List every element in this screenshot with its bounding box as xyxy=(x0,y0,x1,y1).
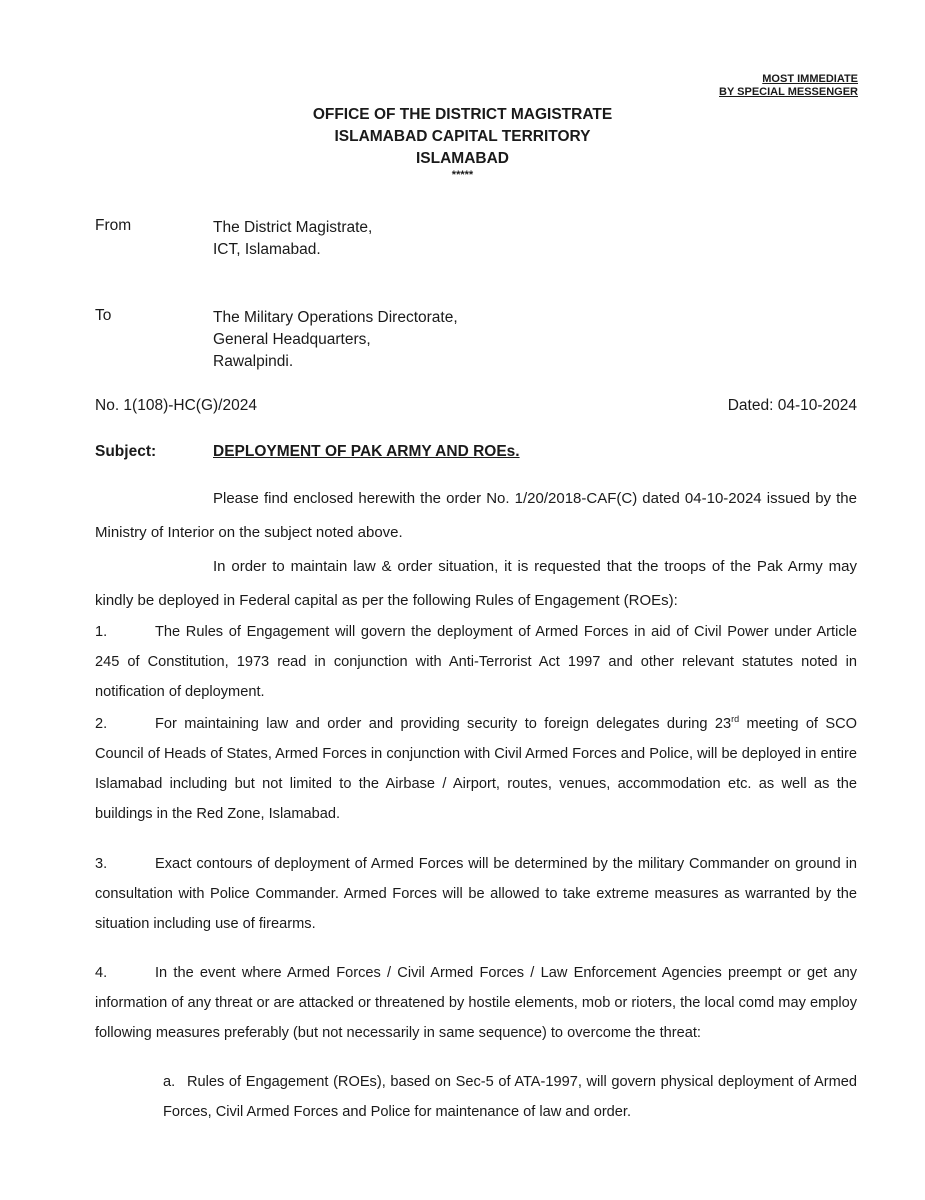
priority-marking xyxy=(719,73,858,99)
item-number: 1. xyxy=(95,624,108,640)
header-stars: ***** xyxy=(451,169,474,181)
item-text: In the event where Armed Forces / Civil Armed Forces / Law Enforcement Agencies preempt or get any information of any threat or are attacked or threatened by hostile elements, mob or rioters, the local comd may employ following measures preferably (but not necessarily in same sequence) to overcome the threat: xyxy=(95,965,857,1041)
item-number: 3. xyxy=(95,856,108,872)
header-line-3: ISLAMABAD xyxy=(416,150,509,167)
priority-line-1: MOST IMMEDIATE xyxy=(762,73,858,85)
from-address xyxy=(213,217,372,261)
list-item xyxy=(95,849,857,939)
header-line-2: ISLAMABAD CAPITAL TERRITORY xyxy=(334,128,591,145)
sub-item-label: a. xyxy=(163,1074,176,1090)
intro-paragraph-2-text: In order to maintain law & order situation, it is requested that the troops of the Pak Army may kindly be deployed in Federal capital as per the following Rules of Engagement (ROEs): xyxy=(95,558,857,609)
item-number: 4. xyxy=(95,965,108,981)
priority-line-2: BY SPECIAL MESSENGER xyxy=(719,86,858,98)
item-text: Exact contours of deployment of Armed Forces will be determined by the military Commander on ground in consultation with Police Commander. Armed Forces will be allowed to take extreme measures as warranted by the situation including use of firearms. xyxy=(95,856,857,932)
list-item xyxy=(95,709,857,829)
item-text-before: For maintaining law and order and providing security to foreign delegates during 23 xyxy=(155,716,732,732)
from-line-1: The District Magistrate, xyxy=(213,219,373,236)
item-number: 2. xyxy=(95,716,108,732)
item-superscript: rd xyxy=(731,714,740,725)
from-line-2: ICT, Islamabad. xyxy=(213,241,321,258)
to-line-1: The Military Operations Directorate, xyxy=(213,309,458,326)
to-address xyxy=(213,307,458,373)
to-line-2: General Headquarters, xyxy=(213,331,371,348)
from-label: From xyxy=(95,217,132,234)
sub-item-text: Rules of Engagement (ROEs), based on Sec-5 of ATA-1997, will govern physical deployment of Armed Forces, Civil Armed Forces and Police for maintenance of law and order. xyxy=(163,1074,857,1120)
list-item xyxy=(95,617,857,707)
list-item xyxy=(95,958,857,1048)
item-text-after: meeting of SCO Council of Heads of States, Armed Forces in conjunction with Civil Armed Forces and Police, will be deployed in entire Islamabad including but not limited to the Airbase / Airport, routes, venues, accommodation etc. as well as the buildings in the Red Zone, Islamabad. xyxy=(95,716,857,822)
subject-text: DEPLOYMENT OF PAK ARMY AND ROEs. xyxy=(213,443,520,460)
header-line-1: OFFICE OF THE DISTRICT MAGISTRATE xyxy=(312,106,613,123)
reference-date: Dated: 04-10-2024 xyxy=(727,397,857,414)
to-label: To xyxy=(95,307,112,324)
intro-paragraph-1-text: Please find enclosed herewith the order No. 1/20/2018-CAF(C) dated 04-10-2024 issued by the Ministry of Interior on the subject noted above. xyxy=(95,490,857,541)
sub-list-item xyxy=(163,1067,857,1127)
letterhead xyxy=(0,104,925,180)
intro-paragraph-2 xyxy=(95,550,857,618)
reference-number: No. 1(108)-HC(G)/2024 xyxy=(95,397,257,414)
item-text: The Rules of Engagement will govern the deployment of Armed Forces in aid of Civil Power under Article 245 of Constitution, 1973 read in conjunction with Anti-Terrorist Act 1997 and other relevant statutes noted in notification of deployment. xyxy=(95,624,857,700)
to-line-3: Rawalpindi. xyxy=(213,353,294,370)
subject-label: Subject: xyxy=(95,443,157,460)
intro-paragraph-1 xyxy=(95,482,857,550)
